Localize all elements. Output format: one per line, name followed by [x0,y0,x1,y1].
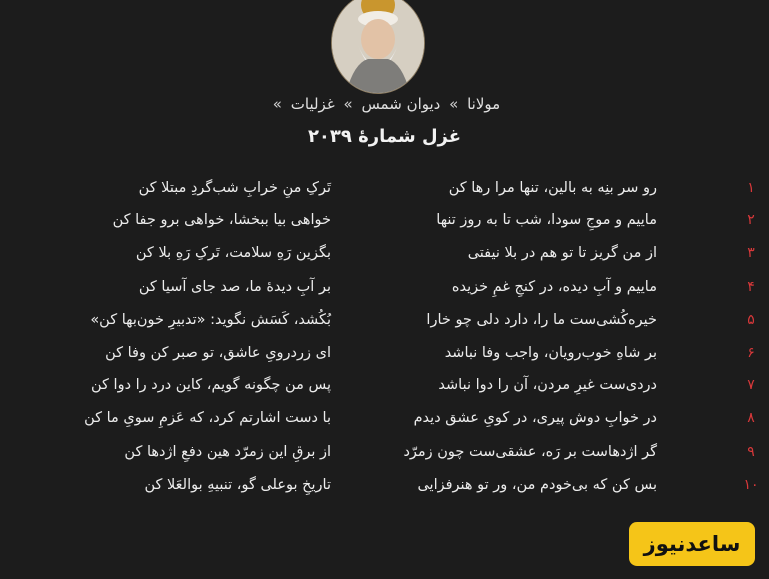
couplet-number: ۳ [747,245,755,261]
hemistich-second: تَرکِ منِ خرابِ شب‌گردِ مبتلا کن [138,180,331,196]
couplet-number: ۷ [747,377,755,393]
hemistich-second: با دست اشارتم کرد، که عَزمِ سویِ ما کن [84,410,331,426]
couplet [0,410,769,434]
hemistich-second: تاریخِ بوعلی گو، تنبیهِ بوالعَلا کن [144,477,331,493]
couplet-number: ۴ [747,279,755,295]
couplet [0,477,769,501]
couplet [0,345,769,369]
hemistich-second: پس من چگونه گویم، کاین درد را دوا کن [90,377,331,393]
hemistich-second: ای زردرویِ عاشق، تو صبر کن وفا کن [105,345,331,361]
couplet-number: ۶ [747,345,755,361]
breadcrumb-separator: » [272,95,282,113]
hemistich-first: خیره‌کُشی‌ست ما را، دارد دلی چو خارا [426,312,657,328]
hemistich-second: بُکُشد، کَسَش نگوید: «تدبیرِ خون‌بها کن» [90,312,331,328]
couplet [0,212,769,236]
site-logo [629,522,755,566]
couplet-number: ۸ [747,410,755,426]
couplet-number: ۵ [747,312,755,328]
hemistich-first: ماییم و آبِ دیده، در کنجِ غمِ خزیده [451,279,657,295]
couplet [0,377,769,401]
hemistich-first: بر شاهِ خوب‌رویان، واجب وفا نباشد [444,345,657,361]
couplet [0,279,769,303]
couplet [0,245,769,269]
site-logo-text: ساعدنیوز [643,532,741,556]
breadcrumb [0,95,769,113]
couplet-number: ۹ [747,444,755,460]
hemistich-second: بر آبِ دیدهٔ ما، صد جای آسیا کن [138,279,331,295]
couplet-number: ۱۰ [743,477,759,493]
breadcrumb-separator: » [449,95,459,113]
breadcrumb-book[interactable]: دیوان شمس [361,95,441,113]
couplet [0,444,769,468]
hemistich-first: رو سر بنِه به بالین، تنها مرا رها کن [448,180,657,196]
hemistich-first: گر اژدهاست بر رَه، عشقی‌ست چون زمرّد [403,444,657,460]
hemistich-second: از برقِ این زمرّد هین دفعِ اژدها کن [124,444,331,460]
couplet-number: ۲ [747,212,755,228]
breadcrumb-section[interactable]: غزلیات [290,95,335,113]
poem-title: غزل شمارهٔ ۲۰۳۹ [307,126,462,147]
hemistich-first: در خوابِ دوش پیری، در کویِ عشق دیدم [413,410,657,426]
hemistich-first: ماییم و موجِ سودا، شب تا به روز تنها [436,212,657,228]
couplet [0,312,769,336]
hemistich-first: بس کن که بی‌خودم من، ور تو هنرفزایی [417,477,657,493]
couplet-number: ۱ [747,180,755,196]
hemistich-first: از من گریز تا تو هم در بلا نیفتی [467,245,657,261]
hemistich-second: بگزین رَهِ سلامت، تَرکِ رَهِ بلا کن [135,245,331,261]
poet-portrait [331,0,425,94]
hemistich-first: دردی‌ست غیرِ مردن، آن را دوا نباشد [438,377,657,393]
couplet [0,180,769,204]
breadcrumb-separator: » [343,95,353,113]
hemistich-second: خواهی بیا ببخشا، خواهی برو جفا کن [112,212,331,228]
breadcrumb-poet[interactable]: مولانا [467,95,501,113]
